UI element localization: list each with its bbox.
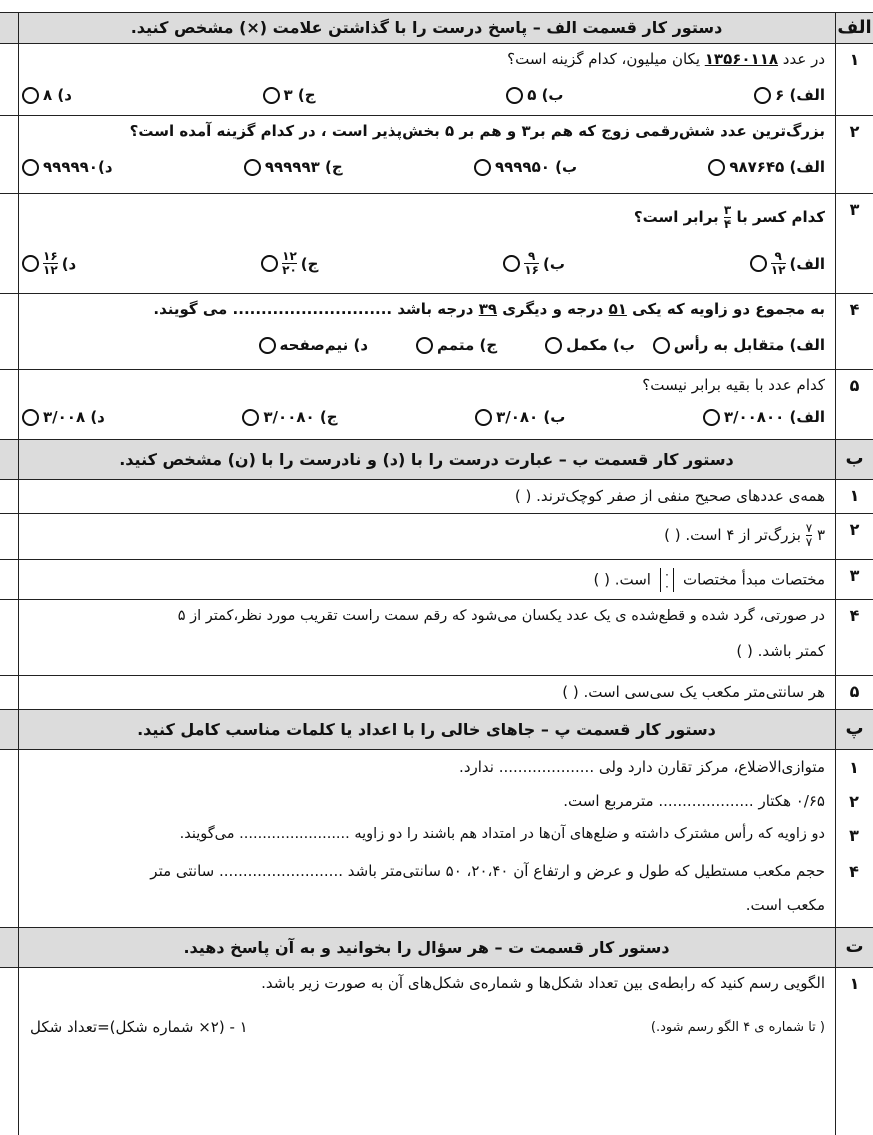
fill-blank-3: دو زاویه که رأس مشترک داشته و ضلع‌های آن‌ها در امتداد هم باشند را دو زاویه ........................ می‌گویند.: [179, 826, 825, 842]
t1-note: ( تا شماره ی ۴ الگو رسم شود.): [650, 1020, 825, 1035]
fill-blank-section: ۱ ۲ ۳ ۴ متوازی‌الاضلاع، مرکز تقارن دارد ولی .................... ندارد. ۰/۶۵ هکتار .................... مترمربع است. دو زاویه که رأس مشترک داشته و ضلع‌های آن‌ها در امتداد هم باشند را دو زاویه ........................ می‌گویند. حجم مکعب مستطیل که طول و عرض و ارتفاع آن ۲۰،۴۰، ۵۰ سانتی‌متر باشد .......................... سانتی متر مکعب است.: [0, 750, 873, 928]
question-a3-options: [22, 250, 825, 277]
option-a5-2[interactable]: ب) ۳/۰۸۰: [475, 408, 565, 426]
answer-circle-icon: [503, 255, 520, 272]
option-a2-2[interactable]: ب) ۹۹۹۹۵۰: [474, 158, 577, 176]
fill-blank-2: ۰/۶۵ هکتار .................... مترمربع است.: [563, 792, 825, 810]
statement-b1: ۱ همه‌ی عددهای صحیح منفی از صفر کوچک‌ترند. ( ): [0, 480, 873, 514]
fill-blank-4: حجم مکعب مستطیل که طول و عرض و ارتفاع آن ۲۰،۴۰، ۵۰ سانتی‌متر باشد .......................... سانتی متر: [150, 862, 825, 880]
fill-blank-4-cont: مکعب است.: [745, 896, 825, 914]
answer-circle-icon: [242, 409, 259, 426]
option-a2-3[interactable]: ج) ۹۹۹۹۹۳: [244, 158, 343, 176]
option-a5-1[interactable]: الف) ۳/۰۰۸۰۰: [703, 408, 825, 426]
t1-formula: ۱ - (۲× شماره شکل)=تعداد شکل: [30, 1018, 248, 1036]
answer-circle-icon: [244, 159, 261, 176]
answer-circle-icon: [474, 159, 491, 176]
option-a4-4[interactable]: د) نیم‌صفحه: [259, 336, 369, 354]
option-a3-4[interactable]: د) $\frac{۱۶}{۱۲}$: [22, 250, 76, 277]
question-a2-text: بزرگ‌ترین عدد شش‌رقمی زوج که هم بر۳ و هم بر ۵ بخش‌پذیر است ، در کدام گزینه آمده است؟: [129, 122, 825, 140]
question-a3: ۳ کدام کسر با $\frac{۳}{۴}$ برابر است؟ الف) $\frac{۹}{۱۲}$ ب) $\frac{۹}{۱۶}$ ج) $\frac{۱۲}{۲۰}$ د) $\frac{۱۶}{۱۲}$: [0, 194, 873, 294]
answer-circle-icon: [750, 255, 767, 272]
section-b-header: [0, 440, 873, 480]
fraction: $\frac{۳}{۴}$: [723, 203, 732, 231]
option-a1-2[interactable]: ب) ۵: [506, 86, 563, 104]
mixed-fraction: $\frac{۷}{۷}$: [805, 521, 813, 549]
section-t-header: [0, 928, 873, 968]
option-a4-2[interactable]: ب) مکمل: [545, 336, 635, 354]
question-a1-text: در عدد ۱۳۵۶۰۱۱۸ یکان میلیون، کدام گزینه است؟: [507, 50, 825, 68]
section-b-title: دستور کار قسمت ب – عبارت درست را با (د) و نادرست را با (ن) مشخص کنید.: [119, 450, 734, 469]
statement-b4: ۴ در صورتی، گرد شده و قطع‌شده ی یک عدد یکسان می‌شود که رقم سمت راست تقریب مورد نظر،کمتر از ۵ کمتر باشد. ( ): [0, 600, 873, 676]
question-a4-text: به مجموع دو زاویه که یکی ۵۱ درجه و دیگری ۳۹ درجه باشد ............................ می گویند.: [153, 300, 825, 318]
answer-circle-icon: [708, 159, 725, 176]
section-a-title: دستور کار قسمت الف – پاسخ درست را با گذاشتن علامت (×) مشخص کنید.: [130, 18, 723, 37]
answer-circle-icon: [754, 87, 771, 104]
answer-circle-icon: [22, 87, 39, 104]
option-a1-4[interactable]: د) ۸: [22, 86, 72, 104]
answer-circle-icon: [703, 409, 720, 426]
question-a2-options: [22, 158, 825, 176]
option-a1-1[interactable]: الف) ۶: [754, 86, 825, 104]
option-a4-1[interactable]: الف) متقابل به رأس: [653, 336, 825, 354]
question-a4: ۴ به مجموع دو زاویه که یکی ۵۱ درجه و دیگری ۳۹ درجه باشد ............................ می گویند. الف) متقابل به رأس ب) مکمل ج) متمم د) نیم‌صفحه: [0, 294, 873, 370]
answer-circle-icon: [653, 337, 670, 354]
answer-circle-icon: [416, 337, 433, 354]
answer-circle-icon: [475, 409, 492, 426]
statement-b3: ۳ مختصات مبدأ مختصات ۰ ۰ است. ( ): [0, 560, 873, 600]
answer-circle-icon: [261, 255, 278, 272]
option-a5-3[interactable]: ج) ۳/۰۰۸۰: [242, 408, 337, 426]
answer-circle-icon: [506, 87, 523, 104]
fill-blank-1: متوازی‌الاضلاع، مرکز تقارن دارد ولی .................... ندارد.: [459, 758, 825, 776]
statement-b2: ۲ ۳ $\frac{۷}{۷}$ بزرگ‌تر از ۴ است. ( ): [0, 514, 873, 560]
answer-circle-icon: [545, 337, 562, 354]
question-a1-options: [22, 86, 825, 104]
section-b-label: ب: [835, 440, 873, 479]
option-a4-3[interactable]: ج) متمم: [416, 336, 497, 354]
statement-b5: ۵ هر سانتی‌متر مکعب یک سی‌سی است. ( ): [0, 676, 873, 710]
section-p-header: [0, 710, 873, 750]
section-p-label: پ: [835, 710, 873, 749]
option-a1-3[interactable]: ج) ۳: [263, 86, 316, 104]
answer-circle-icon: [22, 255, 39, 272]
option-a2-1[interactable]: الف) ۹۸۷۶۴۵: [708, 158, 825, 176]
question-a3-text: کدام کسر با $\frac{۳}{۴}$ برابر است؟: [633, 203, 825, 231]
option-a3-1[interactable]: الف) $\frac{۹}{۱۲}$: [750, 250, 825, 277]
coordinate-vector: ۰ ۰: [660, 568, 674, 592]
option-a3-3[interactable]: ج) $\frac{۱۲}{۲۰}$: [261, 250, 318, 277]
section-a-label: الف: [835, 13, 873, 43]
section-p-title: دستور کار قسمت پ – جاهای خالی را با اعداد یا کلمات مناسب کامل کنید.: [137, 720, 716, 739]
answer-circle-icon: [22, 409, 39, 426]
section-t-label: ت: [835, 928, 873, 967]
answer-circle-icon: [259, 337, 276, 354]
option-a5-4[interactable]: د) ۳/۰۰۸: [22, 408, 105, 426]
option-a3-2[interactable]: ب) $\frac{۹}{۱۶}$: [503, 250, 565, 277]
question-t1: ۱ الگویی رسم کنید که رابطه‌ی بین تعداد شکل‌ها و شماره‌ی شکل‌های آن به صورت زیر باشد. ( تا شماره ی ۴ الگو رسم شود.) ۱ - (۲× شماره شکل)=تعداد شکل: [0, 968, 873, 1135]
question-a5-text: کدام عدد با بقیه برابر نیست؟: [642, 376, 825, 394]
question-a5-options: [22, 408, 825, 426]
answer-circle-icon: [22, 159, 39, 176]
section-a-header: [0, 12, 873, 44]
question-a5: ۵ کدام عدد با بقیه برابر نیست؟ الف) ۳/۰۰۸۰۰ ب) ۳/۰۸۰ ج) ۳/۰۰۸۰ د) ۳/۰۰۸: [0, 370, 873, 440]
question-a2: ۲ بزرگ‌ترین عدد شش‌رقمی زوج که هم بر۳ و هم بر ۵ بخش‌پذیر است ، در کدام گزینه آمده است؟ الف) ۹۸۷۶۴۵ ب) ۹۹۹۹۵۰ ج) ۹۹۹۹۹۳ د)۹۹۹۹۹۰: [0, 116, 873, 194]
answer-circle-icon: [263, 87, 280, 104]
section-t-title: دستور کار قسمت ت – هر سؤال را بخوانید و به آن پاسخ دهید.: [183, 938, 670, 957]
question-a4-options: [22, 336, 825, 354]
option-a2-4[interactable]: د)۹۹۹۹۹۰: [22, 158, 113, 176]
question-a1: ۱ در عدد ۱۳۵۶۰۱۱۸ یکان میلیون، کدام گزینه است؟ الف) ۶ ب) ۵ ج) ۳ د) ۸: [0, 44, 873, 116]
